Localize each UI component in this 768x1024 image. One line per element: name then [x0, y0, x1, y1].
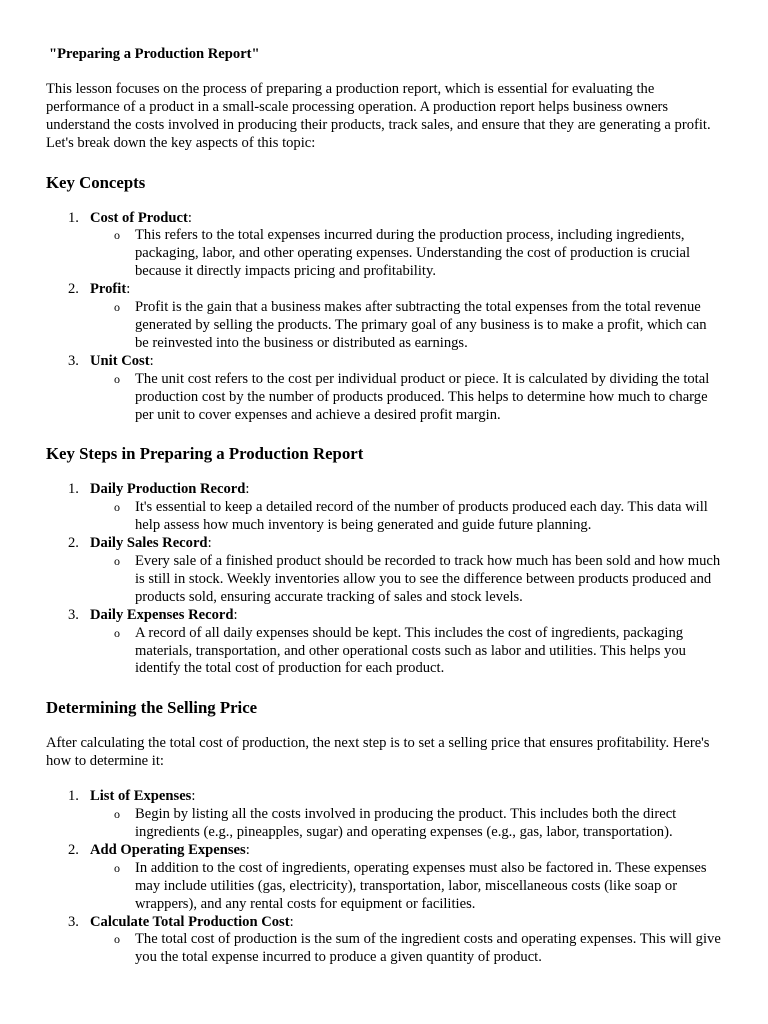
circle-bullet-icon: o — [114, 554, 120, 569]
item-description: Every sale of a finished product should be recorded to track how much has been sold and how much is still in stock. Weekly inventories allow you to see the difference between products produced and products sold, ensuring accurate tracking of sales and stock levels. — [135, 553, 721, 605]
numbered-list — [46, 788, 722, 967]
list-item — [46, 281, 722, 353]
item-separator: : — [149, 352, 154, 369]
sub-list — [90, 371, 722, 425]
item-number: 3. — [68, 913, 79, 930]
item-separator: : — [187, 209, 192, 226]
sub-list-item — [90, 806, 722, 842]
item-term: Daily Expenses Record — [90, 606, 234, 623]
list-item — [46, 535, 722, 607]
item-description: This refers to the total expenses incurred during the production process, including ingredients, packaging, labor, and other operating expenses. Understanding the cost of production is crucial because it directly impacts pricing and profitability. — [135, 227, 691, 280]
sub-list — [90, 299, 722, 353]
circle-bullet-icon: o — [114, 625, 120, 640]
item-separator: : — [245, 841, 250, 858]
item-separator: : — [207, 535, 212, 552]
item-description: Profit is the gain that a business makes after subtracting the total expenses from the total revenue generated by selling the products. The primary goal of any business is to make a profit, which can be reinvested into the business or distributed as earnings. — [135, 299, 707, 351]
item-description: Begin by listing all the costs involved in producing the product. This includes both the direct ingredients (e.g., pineapples, sugar) and operating expenses (e.g., gas, labor, transportation). — [135, 806, 677, 840]
sub-list — [90, 860, 722, 914]
circle-bullet-icon: o — [114, 300, 120, 315]
section-key-concepts — [46, 173, 722, 425]
item-term: Unit Cost — [90, 352, 150, 369]
item-number: 1. — [68, 209, 79, 226]
circle-bullet-icon: o — [114, 371, 120, 386]
numbered-list — [46, 481, 722, 678]
sub-list — [90, 931, 722, 967]
item-term: Cost of Product — [90, 209, 188, 226]
section-heading: Key Steps in Preparing a Production Report — [46, 444, 364, 464]
sub-list — [90, 499, 722, 535]
section-lead-paragraph: After calculating the total cost of production, the next step is to set a selling price that ensures profitability. Here's how to determine it: — [46, 735, 710, 770]
sub-list-item — [90, 553, 722, 607]
sub-list — [90, 806, 722, 842]
item-separator: : — [126, 281, 131, 298]
item-term: List of Expenses — [90, 788, 192, 805]
list-item — [46, 607, 722, 679]
intro-paragraph: This lesson focuses on the process of preparing a production report, which is essential for evaluating the performance of a product in a small-scale processing operation. A production report helps business owners understand the costs involved in producing their products, track sales, and ensure that they are generating a profit. Let's break down the key aspects of this topic: — [46, 80, 711, 151]
circle-bullet-icon: o — [114, 500, 120, 515]
item-term: Profit — [90, 281, 127, 298]
sub-list-item — [90, 625, 722, 679]
list-item — [46, 914, 722, 968]
item-number: 2. — [68, 535, 79, 552]
sub-list — [90, 625, 722, 679]
item-description: In addition to the cost of ingredients, operating expenses must also be factored in. These expenses may include utilities (gas, electricity), transportation, labor, miscellaneous costs (like soap or wrappers), and any rental costs for equipment or facilities. — [135, 859, 707, 912]
item-description: The total cost of production is the sum of the ingredient costs and operating expenses. This will give you the total expense incurred to produce a given quantity of product. — [135, 931, 721, 966]
section-selling-price — [46, 698, 722, 967]
sub-list-item — [90, 371, 722, 425]
list-item — [46, 788, 722, 842]
section-heading: Determining the Selling Price — [46, 698, 258, 718]
list-item — [46, 481, 722, 535]
sub-list-item — [90, 299, 722, 353]
item-number: 2. — [68, 281, 79, 298]
sub-list — [90, 553, 722, 607]
item-number: 1. — [68, 788, 79, 805]
sub-list-item — [90, 860, 722, 914]
item-description: It's essential to keep a detailed record of the number of products produced each day. This data will help assess how much inventory is being generated and guide future planning. — [135, 499, 708, 534]
list-item — [46, 842, 722, 914]
item-term: Add Operating Expenses — [90, 841, 246, 858]
sub-list-item — [90, 499, 722, 535]
numbered-list — [46, 210, 722, 425]
item-term: Calculate Total Production Cost — [90, 913, 290, 930]
list-item — [46, 210, 722, 282]
sub-list-item — [90, 931, 722, 967]
item-number: 2. — [68, 841, 79, 858]
section-key-steps — [46, 444, 722, 678]
item-number: 1. — [68, 481, 79, 498]
document-title: "Preparing a Production Report" — [49, 46, 260, 62]
item-term: Daily Sales Record — [90, 535, 208, 552]
item-number: 3. — [68, 606, 79, 623]
circle-bullet-icon: o — [114, 807, 120, 822]
item-separator: : — [245, 481, 250, 498]
item-term: Daily Production Record — [90, 481, 246, 498]
circle-bullet-icon: o — [114, 932, 120, 947]
item-description: A record of all daily expenses should be kept. This includes the cost of ingredients, packaging materials, transportation, and other operational costs such as labor and utilities. This helps you identify the total cost of production for each product. — [135, 624, 686, 677]
sub-list-item — [90, 227, 722, 281]
item-description: The unit cost refers to the cost per individual product or piece. It is calculated by dividing the total production cost by the number of products produced. This helps to determine how much to charge per unit to cover expenses and achieve a desired profit margin. — [135, 370, 710, 423]
list-item — [46, 353, 722, 425]
section-heading: Key Concepts — [46, 172, 146, 192]
item-number: 3. — [68, 352, 79, 369]
item-separator: : — [191, 788, 196, 805]
sub-list — [90, 227, 722, 281]
circle-bullet-icon: o — [114, 860, 120, 875]
item-separator: : — [233, 606, 238, 623]
circle-bullet-icon: o — [114, 228, 120, 243]
item-separator: : — [289, 913, 294, 930]
